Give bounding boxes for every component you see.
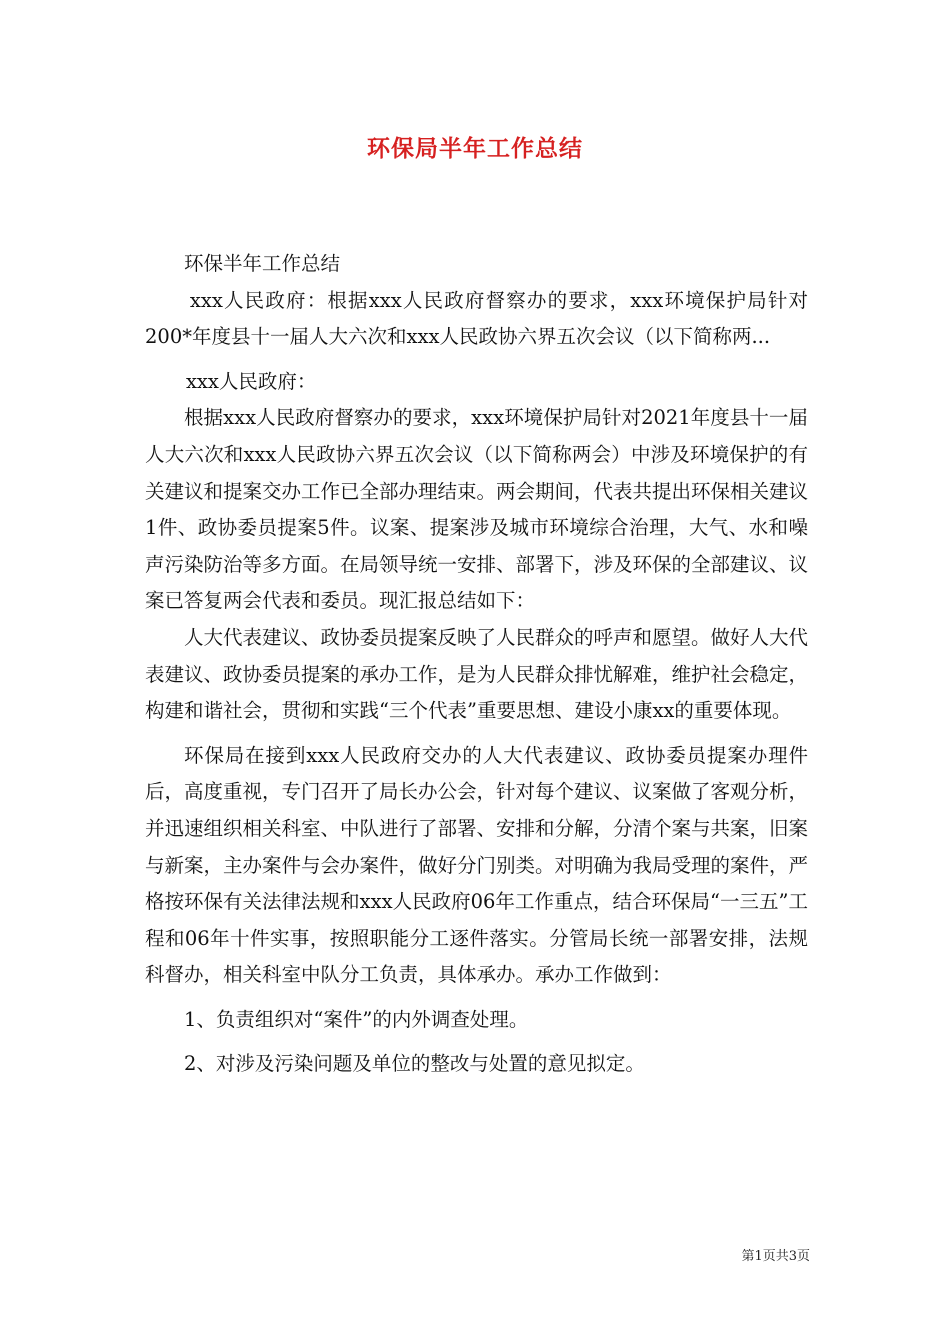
paragraph-heading: 环保半年工作总结 bbox=[184, 252, 341, 275]
list-item: 2、对涉及污染问题及单位的整改与处置的意见拟定。 bbox=[184, 1052, 645, 1076]
document-title: 环保局半年工作总结 bbox=[367, 135, 583, 162]
paragraph-salutation: xxx人民政府： bbox=[185, 369, 317, 393]
document-body bbox=[145, 246, 808, 1083]
paragraph-body: 人大代表建议、政协委员提案反映了人民群众的呼声和愿望。做好人大代表建议、政协委员提案的承办工作，是为人民群众排忧解难，维护社会稳定，构建和谐社会，贯彻和实践“三个代表”重要思想、建设小康xx的重要体现。 bbox=[145, 625, 809, 723]
paragraph-gap bbox=[145, 1038, 808, 1046]
paragraph-gap bbox=[145, 356, 808, 364]
paragraph-body: 根据xxx人民政府督察办的要求，xxx环境保护局针对2021年度县十一届人大六次和xxx人民政协六界五次会议（以下简称两会）中涉及环境保护的有关建议和提案交办工作已全部办理结束。两会期间，代表共提出环保相关建议1件、政协委员提案5件。议案、提案涉及城市环境综合治理，大气、水和噪声污染防治等多方面。在局领导统一安排、部署下，涉及环保的全部建议、议案已答复两会代表和委员。现汇报总结如下： bbox=[145, 406, 809, 613]
page-indicator: 第1页共3页 bbox=[741, 1249, 810, 1264]
paragraph-body: 环保局在接到xxx人民政府交办的人大代表建议、政协委员提案办理件后，高度重视，专门召开了局长办公会，针对每个建议、议案做了客观分析，并迅速组织相关科室、中队进行了部署、安排和分解，分清个案与共案，旧案与新案，主办案件与会办案件，做好分门别类。对明确为我局受理的案件，严格按环保有关法律法规和xxx人民政府06年工作重点，结合环保局“一三五”工程和06年十件实事，按照职能分工逐件落实。分管局长统一部署安排，法规科督办，相关科室中队分工负责，具体承办。承办工作做到： bbox=[145, 743, 809, 987]
paragraph-gap bbox=[145, 730, 808, 738]
paragraph-gap bbox=[145, 994, 808, 1002]
list-item: 1、负责组织对“案件”的内外调查处理。 bbox=[184, 1007, 529, 1031]
paragraph-summary: xxx人民政府：根据xxx人民政府督察办的要求，xxx环境保护局针对200*年度县十一届人大六次和xxx人民政协六界五次会议（以下简称两... bbox=[145, 288, 808, 349]
